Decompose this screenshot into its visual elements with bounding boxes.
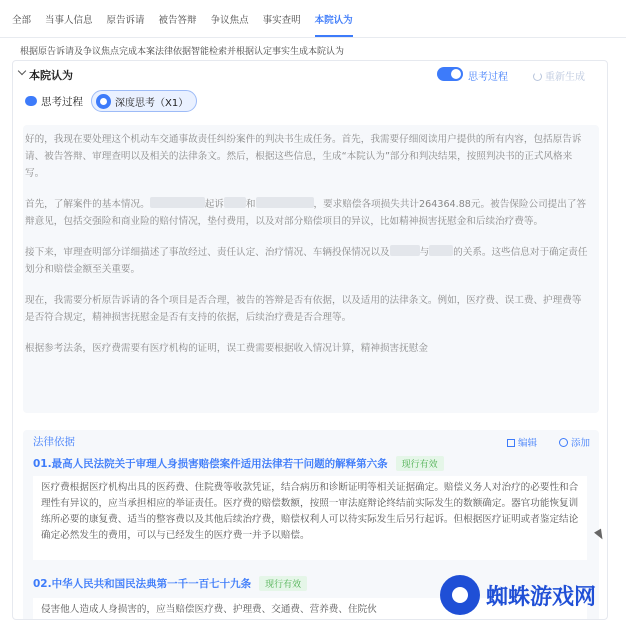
site-watermark xyxy=(440,575,596,615)
thinking-toggle-label: 思考过程 xyxy=(468,72,508,83)
edit-icon xyxy=(507,439,515,447)
legal-basis-title: 法律依据 xyxy=(33,436,75,448)
tab-defense[interactable]: 被告答辩 xyxy=(158,15,197,26)
tab-court-opinion[interactable]: 本院认为 xyxy=(315,12,353,37)
deep-thinking-label: 深度思考（X1） xyxy=(115,97,189,109)
reasoning-content xyxy=(23,125,599,413)
thinking-toggle[interactable] xyxy=(437,67,463,81)
thinking-label: 思考过程 xyxy=(41,95,83,108)
reasoning-paragraph-4: 现在，我需要分析原告诉请的各个项目是否合理，被告的答辩是否有依据，以及适用的法律条文。例如，医疗费、误工费、护理费等是否符合规定，精神损害抚慰金是否有支持的依据，后续治疗费是否合理等。 xyxy=(25,295,582,323)
tab-dispute-focus[interactable]: 争议焦点 xyxy=(210,15,249,26)
tab-plaintiff-claims[interactable]: 原告诉请 xyxy=(106,15,145,26)
deep-thinking-chip[interactable] xyxy=(91,90,197,112)
tab-bar xyxy=(0,0,626,38)
panel-title: 本院认为 xyxy=(29,69,73,82)
law-item-title-1[interactable]: 01.最高人民法院关于审理人身损害赔偿案件适用法律若干问题的解释第六条 现行有效 xyxy=(33,456,444,471)
redacted-block xyxy=(429,245,453,256)
law-item-text-2: 侵害他人造成人身损害的，应当赔偿医疗费、护理费、交通费、营养费、住院伙 xyxy=(33,598,587,620)
chat-bubble-icon xyxy=(25,96,37,106)
model-logo-icon xyxy=(96,94,111,109)
tab-parties[interactable]: 当事人信息 xyxy=(45,15,93,26)
court-opinion-panel xyxy=(12,60,608,620)
law-item-title-2[interactable]: 02.中华人民共和国民法典第一千一百七十九条 现行有效 xyxy=(33,576,307,591)
redacted-block xyxy=(256,197,314,208)
redacted-block xyxy=(150,197,205,208)
watermark-text: 蜘蛛游戏网 xyxy=(486,584,597,610)
add-icon xyxy=(559,438,568,447)
reasoning-paragraph-1: 好的，我现在要处理这个机动车交通事故责任纠纷案件的判决书生成任务。首先，我需要仔细阅读用户提供的所有内容，包括原告诉请、被告答辩、审理查明以及相关的法律条文。然后，根据这些信息，生成“本院认为”部分和判决结果，按照判决书的正式风格来写。 xyxy=(25,134,582,179)
reasoning-paragraph-3: 接下来，审理查明部分详细描述了事故经过、责任认定、治疗情况、车辆投保情况以及 与 的关系。这些信息对于确定责任划分和赔偿金额至关重要。 xyxy=(25,247,588,275)
collapse-chevron-icon[interactable] xyxy=(18,67,26,75)
redacted-block xyxy=(224,197,246,208)
law-item-text-1: 医疗费根据医疗机构出具的医药费、住院费等收款凭证，结合病历和诊断证明等相关证据确定。赔偿义务人对治疗的必要性和合理性有异议的，应当承担相应的举证责任。医疗费的赔偿数额，按照一审法庭辩论终结前实际发生的数额确定。器官功能恢复训练所必要的康复费、适当的整容费以及其他后续治疗费，赔偿权利人可以待实际发生后另行起诉。但根据医疗证明或者鉴定结论确定必然发生的费用，可以与已经发生的医疗费一并予以赔偿。 xyxy=(33,476,587,560)
regenerate-button[interactable] xyxy=(533,68,585,83)
status-badge: 现行有效 xyxy=(259,576,307,591)
edit-button[interactable]: 编辑 xyxy=(507,435,537,449)
legal-basis-header xyxy=(23,430,599,450)
reasoning-paragraph-2: 首先，了解案件的基本情况。 起诉 和 ，要求赔偿各项损失共计264364.88元。被告保险公司提出了答辩意见，包括交强险和商业险的赔付情况，垫付费用，以及对部分赔偿项目的异议，比如精神损害抚慰金和后续治疗费等。 xyxy=(25,199,587,227)
refresh-icon xyxy=(533,72,542,81)
status-badge: 现行有效 xyxy=(396,456,444,471)
thinking-row xyxy=(25,89,197,113)
tab-facts[interactable]: 事实查明 xyxy=(262,15,301,26)
section-hint: 根据原告诉请及争议焦点完成本案法律依据智能检索并根据认定事实生成本院认为 xyxy=(20,47,345,57)
panel-header xyxy=(13,61,607,87)
tab-all[interactable]: 全部 xyxy=(12,15,32,26)
redacted-block xyxy=(390,245,420,256)
reasoning-paragraph-5: 根据参考法条，医疗费需要有医疗机构的证明，误工费需要根据收入情况计算，精神损害抚慰金 xyxy=(25,343,428,354)
regenerate-label: 重新生成 xyxy=(545,72,585,83)
add-button[interactable]: 添加 xyxy=(559,435,590,449)
spider-logo-icon xyxy=(440,575,480,615)
